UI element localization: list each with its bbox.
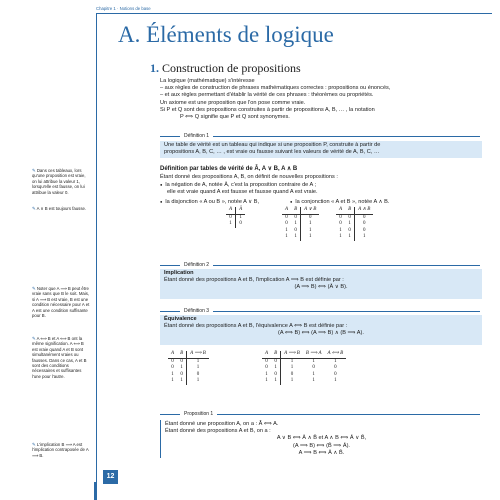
table-cell: 0 [271, 372, 281, 379]
table-cell: 1 [345, 221, 355, 228]
table-cell: 1 [171, 378, 174, 384]
margin-note-text: Dans ces tableaux, lors qu'une proposition est vraie, on lui attribue la valeur 1, lorsqu'elle est fausse, on lui attribue la valeur 0. [32, 168, 86, 195]
margin-note-text: Noter que A ⟹ B peut être vraie sans que B le soit. Mais, si A ⟹ B est vraie, B est une condition nécessaire pour A et A est une condition suffisante pour B. [32, 286, 90, 319]
table-cell: 0 [177, 358, 187, 365]
def1-label: Définition 1 [180, 133, 213, 139]
table-header: B ⟹ A [303, 351, 325, 358]
margin-note [32, 286, 90, 318]
prop1-label: Proposition 1 [180, 411, 217, 417]
table-header: A ∧ B [355, 207, 374, 214]
intro-line: – et aux règles permettant d'établir la vérité de ces phrases : théorèmes ou propriétés. [160, 92, 374, 99]
table-cell: 0 [290, 371, 294, 377]
table-cell: 0 [362, 214, 366, 220]
table-cell: 1 [265, 378, 268, 384]
prop1-line: A ∨ B ⟺ Ā ∧ B̄ et A ∧ B ⟺ Ā ∨ B̄, [276, 435, 367, 442]
prop1-line: Étant donné une proposition A, on a : Ā̄ ⟺ A. [165, 421, 279, 427]
table-header: A [262, 351, 271, 358]
table-cell: 0 [339, 214, 342, 220]
table-header: B [177, 351, 187, 358]
table-cell: 0 [271, 358, 281, 365]
table-cell: 0 [171, 365, 174, 371]
implication-table [168, 351, 209, 385]
table-header: B [271, 351, 281, 358]
margin-note [32, 442, 90, 458]
table-cell: 1 [177, 378, 187, 385]
table-cell: 1 [290, 378, 294, 384]
table-cell: 0 [265, 358, 268, 364]
table-cell: 1 [308, 234, 312, 240]
margin-note-text: A ∨ B est toujours fausse. [36, 206, 87, 211]
table-cell: 0 [334, 365, 337, 371]
table-cell: 1 [362, 234, 366, 240]
def2-box [160, 269, 482, 299]
def2-title: Implication [164, 270, 194, 276]
equivalence-table [262, 351, 346, 385]
intro-line: Si P et Q sont des propositions construites à partir de propositions A, B, … , la notation [160, 106, 375, 113]
table-cell: 0 [345, 214, 355, 221]
margin-note [32, 206, 90, 211]
section-heading [150, 61, 301, 75]
running-title: Chapitre 1 · Notions de base [96, 6, 151, 11]
section-title: Construction de propositions [162, 61, 301, 75]
intro-line: P ⟺ Q signifie que P et Q sont synonymes. [180, 114, 290, 121]
table-cell: 1 [196, 358, 200, 364]
intro-line: – aux règles de construction de phrases mathématiques correctes : propositions ou énoncés, [160, 85, 391, 92]
def3-box [160, 315, 482, 345]
table-cell: 1 [334, 358, 337, 364]
table-cell: 0 [362, 221, 366, 227]
section-number: 1. [150, 61, 159, 75]
negation-table [226, 207, 245, 228]
table-header: A [168, 351, 177, 358]
margin-note-text: A ⟺ B et A ⟺ B ont la même signification. A ⟺ B est vraie quand A et B sont simultanément vraies ou fausses. Dans ce cas, A et B sont des conditions nécessaires et suffisantes l'une pour l'autre. [32, 336, 87, 379]
table-cell: 1 [290, 358, 294, 364]
def2-label: Définition 2 [180, 262, 213, 268]
table-cell: 1 [339, 227, 342, 233]
conjunction-table [336, 207, 373, 241]
table-cell: 0 [285, 214, 288, 220]
table-header: B [291, 207, 301, 214]
page-number: 12 [103, 470, 118, 484]
table-header: B [345, 207, 355, 214]
def-tables-line-or [160, 198, 259, 206]
margin-note [32, 336, 90, 379]
def-tables-heading: Définition par tables de vérité de Ā, A ∨ B, A ∧ B [160, 166, 298, 172]
table-header: Ā [236, 207, 246, 214]
def1-line: propositions A, B, C, … , est vraie ou fausse suivant les valeurs de vérité de A, B, C, … [164, 149, 380, 156]
page-title: A. Éléments de logique [118, 22, 334, 47]
table-header: A ⟹ B [187, 351, 209, 358]
table-cell: 1 [196, 378, 200, 384]
table-cell: 0 [171, 358, 174, 364]
pencil-icon: ✎ [32, 336, 36, 341]
table-cell: 1 [312, 378, 315, 384]
def3-line: Étant donné des propositions A et B, l'équivalence A ⟺ B est définie par : [164, 323, 348, 330]
header-rule [96, 13, 492, 14]
prop1-line: Étant donné des propositions A et B, on a : [165, 428, 271, 435]
margin-note [32, 168, 90, 195]
table-cell: 1 [345, 234, 355, 241]
table-cell: 0 [312, 365, 315, 371]
table-cell: 0 [239, 221, 242, 227]
table-cell: 1 [308, 227, 312, 233]
pencil-icon: ✎ [32, 168, 36, 173]
margin-rule [96, 13, 97, 489]
def-tables-line: elle est vraie quand A est fausse et fausse quand A est vraie. [167, 189, 318, 196]
def3-title: Équivalence [164, 316, 197, 322]
def3-label: Définition 3 [180, 308, 213, 314]
table-header: A ∨ B [301, 207, 320, 214]
table-cell: 1 [271, 365, 281, 372]
table-cell: 1 [291, 221, 301, 228]
prop1-line: (A ⟹ B) ⟺ (B̄ ⟹ Ā). [292, 442, 350, 449]
table-cell: 1 [291, 234, 301, 241]
table-cell: 1 [290, 365, 294, 371]
margin-note-text: L'implication B ⟹ A est l'implication contraposée de A ⟹ B. [32, 442, 89, 458]
table-header: A [282, 207, 291, 214]
table-cell: 0 [291, 228, 301, 235]
table-cell: 0 [334, 371, 337, 377]
section-intro [160, 78, 490, 121]
table-cell: 1 [239, 214, 242, 220]
table-cell: 1 [285, 234, 288, 240]
table-header: A [226, 207, 236, 214]
table-cell: 0 [291, 214, 301, 221]
prop1-line: A ⟹ B ⟺ Ā ∧ B̄. [298, 449, 345, 456]
def2-line: Étant donné des propositions A et B, l'implication A ⟹ B est définie par : [164, 277, 344, 284]
def-tables-line: Étant donné des propositions A, B, on définit de nouvelles propositions : [160, 174, 338, 180]
conjunction-text: ● la conjonction « A et B », notée A ∧ B. [290, 199, 389, 205]
table-header: A [336, 207, 345, 214]
intro-line: La logique (mathématique) s'intéresse [160, 78, 255, 84]
table-cell: 0 [308, 214, 312, 220]
table-cell: 1 [312, 371, 315, 377]
table-cell: 0 [226, 214, 236, 221]
prop1-box [160, 420, 482, 458]
table-cell: 1 [171, 371, 174, 377]
def-tables-line: ● la négation de A, notée Ā, c'est la proposition contraire de A ; [160, 181, 490, 189]
def1-line: Une table de vérité est un tableau qui indique si une proposition P, construite à partir de [164, 142, 381, 148]
pencil-icon: ✎ [32, 286, 36, 291]
table-cell: 0 [362, 227, 366, 233]
table-cell: 1 [312, 358, 315, 364]
table-header: A ⟹ B [281, 351, 303, 358]
table-cell: 0 [285, 221, 288, 227]
table-cell: 1 [265, 371, 268, 377]
disjunction-text: ● la disjonction « A ou B », notée A ∨ B, [160, 199, 259, 205]
table-cell: 0 [177, 372, 187, 379]
page-number-bar [94, 482, 97, 500]
table-cell: 0 [339, 221, 342, 227]
table-header: A ⟺ B [325, 351, 347, 358]
table-cell: 1 [308, 221, 312, 227]
disjunction-table [282, 207, 319, 241]
pencil-icon: ✎ [32, 442, 36, 447]
table-cell: 1 [339, 234, 342, 240]
table-cell: 0 [345, 228, 355, 235]
def2-line: (A ⟹ B) ⟺ (Ā ∨ B). [294, 284, 348, 291]
table-cell: 0 [265, 365, 268, 371]
table-cell: 1 [285, 227, 288, 233]
def1-box [160, 141, 482, 158]
def-tables-line-and [290, 198, 389, 206]
table-cell: 1 [334, 378, 337, 384]
table-cell: 1 [226, 221, 236, 228]
def3-line: (A ⟺ B) ⟺ (A ⟹ B) ∧ (B ⟹ A). [278, 330, 364, 337]
table-cell: 1 [196, 365, 200, 371]
intro-line: Un axiome est une proposition que l'on pose comme vraie. [160, 99, 306, 106]
def-tables-text [160, 174, 490, 197]
table-cell: 1 [271, 378, 281, 385]
table-cell: 1 [177, 365, 187, 372]
pencil-icon: ✎ [32, 206, 36, 211]
table-cell: 0 [196, 371, 200, 377]
